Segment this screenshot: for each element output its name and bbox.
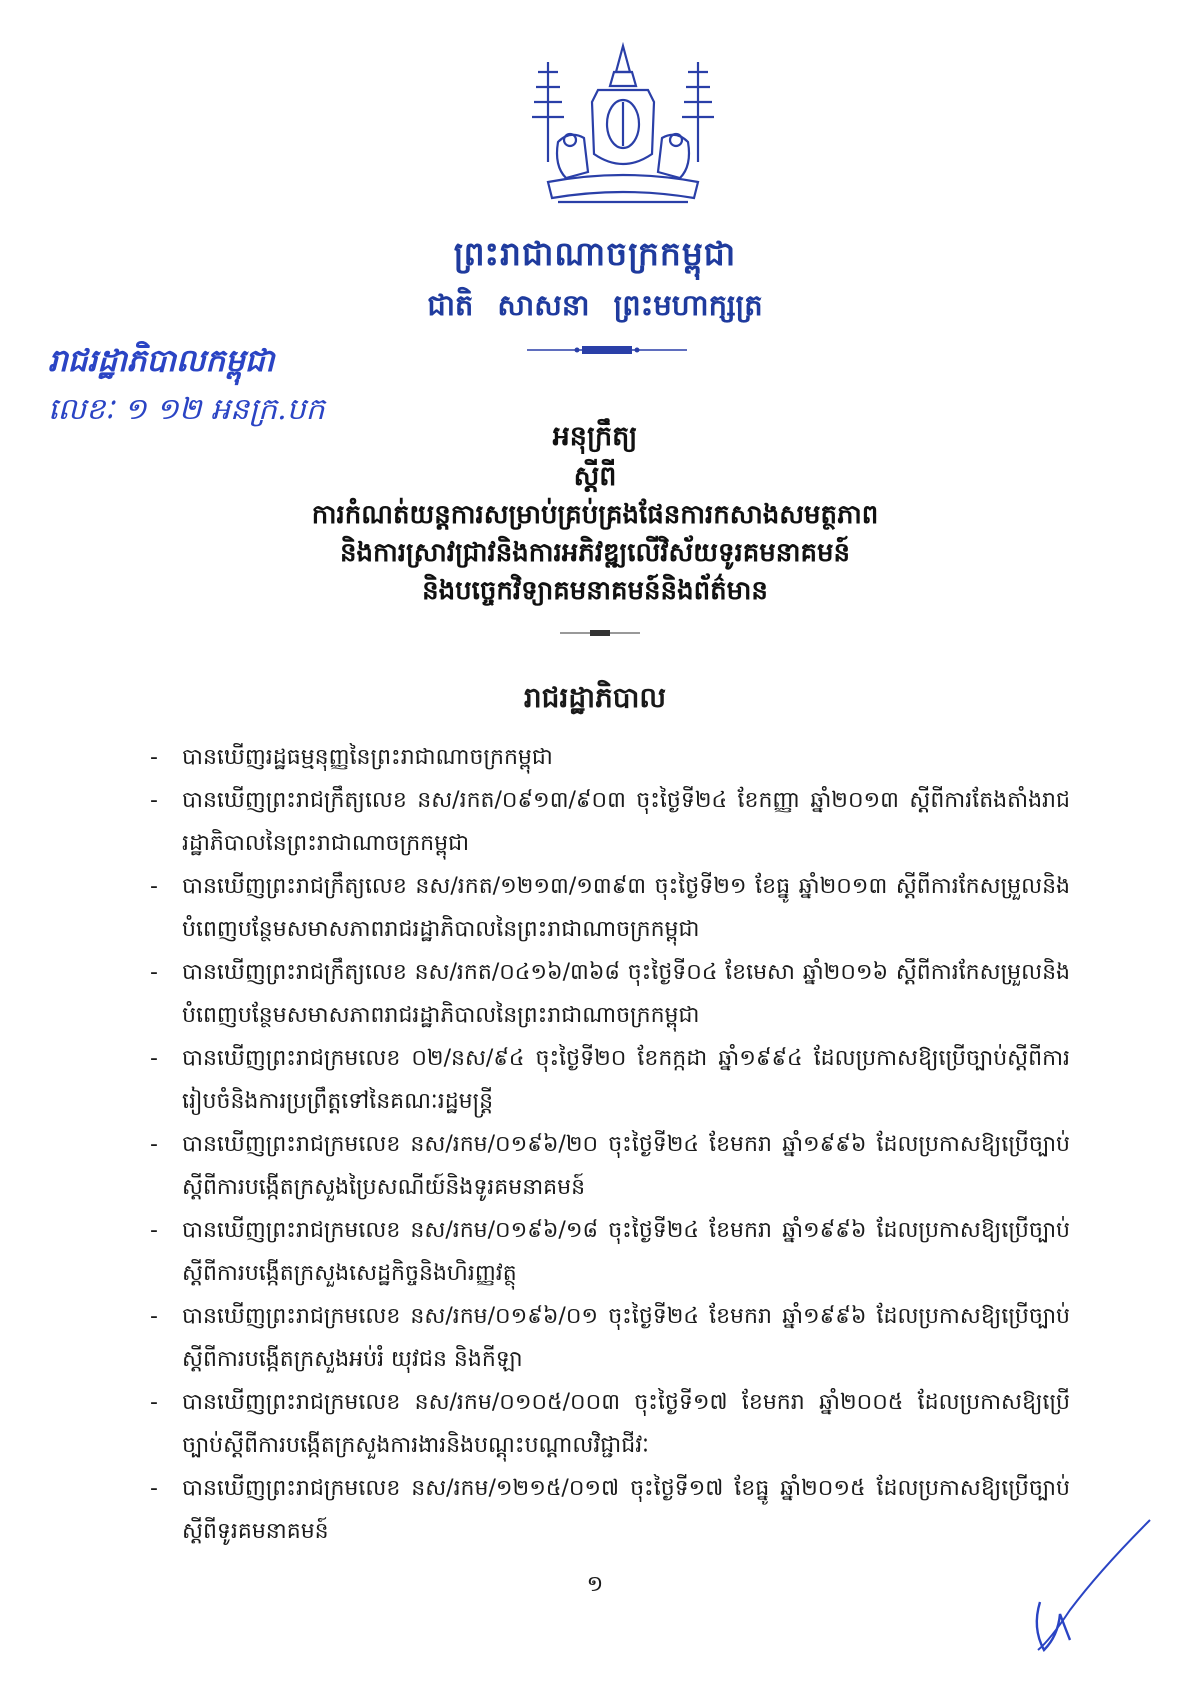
ornament-divider-icon bbox=[527, 343, 687, 357]
reference-item: - បានឃើញព្រះរាជក្រឹត្យលេខ នស/រកត/១២១៣/១៣៩៣ ចុះថ្ងៃទី២១ ខែធ្នូ ឆ្នាំ២០១៣ ស្តីពីការកែសម្រួលនិងបំពេញបន្ថែមសមាសភាពរាជរដ្ឋាភិបាលនៃព្រះរាជាណាចក្រកម្ពុជា bbox=[150, 865, 1070, 951]
royal-emblem-icon bbox=[518, 42, 728, 214]
document-title-line: ការកំណត់យន្តការសម្រាប់គ្រប់គ្រងផែនការកសាងសមត្ថភាព bbox=[311, 500, 879, 530]
authority-heading: រាជរដ្ឋាភិបាល bbox=[523, 681, 667, 714]
reference-item: - បានឃើញព្រះរាជក្រឹត្យលេខ នស/រកត/០៩១៣/៩០៣ ចុះថ្ងៃទី២៤ ខែកញ្ញា ឆ្នាំ២០១៣ ស្តីពីការតែងតាំងរាជរដ្ឋាភិបាលនៃព្រះរាជាណាចក្រកម្ពុជា bbox=[150, 779, 1070, 865]
reference-item: - បានឃើញព្រះរាជក្រមលេខ នស/រកម/០១០៥/០០៣ ចុះថ្ងៃទី១៧ ខែមករា ឆ្នាំ២០០៥ ដែលប្រកាសឱ្យប្រើច្បាប់ស្តីពីការបង្កើតក្រសួងការងារនិងបណ្តុះបណ្តាលវិជ្ជាជីវៈ bbox=[150, 1381, 1070, 1467]
page-number: ១ bbox=[586, 1572, 604, 1597]
reference-item: - បានឃើញព្រះរាជក្រមលេខ នស/រកម/០១៩៦/០១ ចុះថ្ងៃទី២៤ ខែមករា ឆ្នាំ១៩៩៦ ដែលប្រកាសឱ្យប្រើច្បាប់ស្តីពីការបង្កើតក្រសួងអប់រំ យុវជន និងកីឡា bbox=[150, 1295, 1070, 1381]
reference-item: - បានឃើញព្រះរាជក្រមលេខ នស/រកម/១២១៥/០១៧ ចុះថ្ងៃទី១៧ ខែធ្នូ ឆ្នាំ២០១៥ ដែលប្រកាសឱ្យប្រើច្បាប់ស្តីពីទូរគមនាគមន៍ bbox=[150, 1467, 1070, 1553]
reference-item: - បានឃើញព្រះរាជក្រឹត្យលេខ នស/រកត/០៤១៦/៣៦៨ ចុះថ្ងៃទី០៤ ខែមេសា ឆ្នាំ២០១៦ ស្តីពីការកែសម្រួលនិងបំពេញបន្ថែមសមាសភាពរាជរដ្ឋាភិបាលនៃព្រះរាជាណាចក្រកម្ពុជា bbox=[150, 951, 1070, 1037]
reference-item: - បានឃើញព្រះរាជក្រមលេខ នស/រកម/០១៩៦/១៨ ចុះថ្ងៃទី២៤ ខែមករា ឆ្នាំ១៩៩៦ ដែលប្រកាសឱ្យប្រើច្បាប់ស្តីពីការបង្កើតក្រសួងសេដ្ឋកិច្ចនិងហិរញ្ញវត្ថុ bbox=[150, 1209, 1070, 1295]
kingdom-name: ព្រះរាជាណាចក្រកម្ពុជា bbox=[453, 234, 737, 273]
reference-item: - បានឃើញព្រះរាជក្រមលេខ នស/រកម/០១៩៦/២០ ចុះថ្ងៃទី២៤ ខែមករា ឆ្នាំ១៩៩៦ ដែលប្រកាសឱ្យប្រើច្បាប់ស្តីពីការបង្កើតក្រសួងប្រៃសណីយ៍និងទូរគមនាគមន៍ bbox=[150, 1123, 1070, 1209]
signature-initial-icon bbox=[1010, 1510, 1160, 1660]
small-ornament-divider-icon bbox=[560, 627, 640, 639]
issuer-name: រាជរដ្ឋាភិបាលកម្ពុជា bbox=[48, 343, 275, 379]
national-motto: ជាតិ សាសនា ព្រះមហាក្សត្រ bbox=[427, 288, 763, 322]
reference-list bbox=[150, 736, 1070, 1553]
reference-item: - បានឃើញព្រះរាជក្រមលេខ ០២/នស/៩៤ ចុះថ្ងៃទី២០ ខែកក្កដា ឆ្នាំ១៩៩៤ ដែលប្រកាសឱ្យប្រើច្បាប់ស្តីពីការរៀបចំនិងការប្រព្រឹត្តទៅនៃគណៈរដ្ឋមន្ត្រី bbox=[150, 1037, 1070, 1123]
document-about: ស្តីពី bbox=[573, 461, 617, 492]
document-title-line: និងបច្ចេកវិទ្យាគមនាគមន៍និងព័ត៌មាន bbox=[422, 576, 768, 606]
document-title-line: និងការស្រាវជ្រាវនិងការអភិវឌ្ឍលើវិស័យទូរគមនាគមន៍ bbox=[339, 538, 851, 568]
document-number: លេខៈ ១ ១២ អនក្រ.បក bbox=[48, 392, 325, 427]
reference-item: - បានឃើញរដ្ឋធម្មនុញ្ញនៃព្រះរាជាណាចក្រកម្ពុជា bbox=[150, 736, 1070, 779]
document-type: អនុក្រឹត្យ bbox=[552, 421, 638, 452]
